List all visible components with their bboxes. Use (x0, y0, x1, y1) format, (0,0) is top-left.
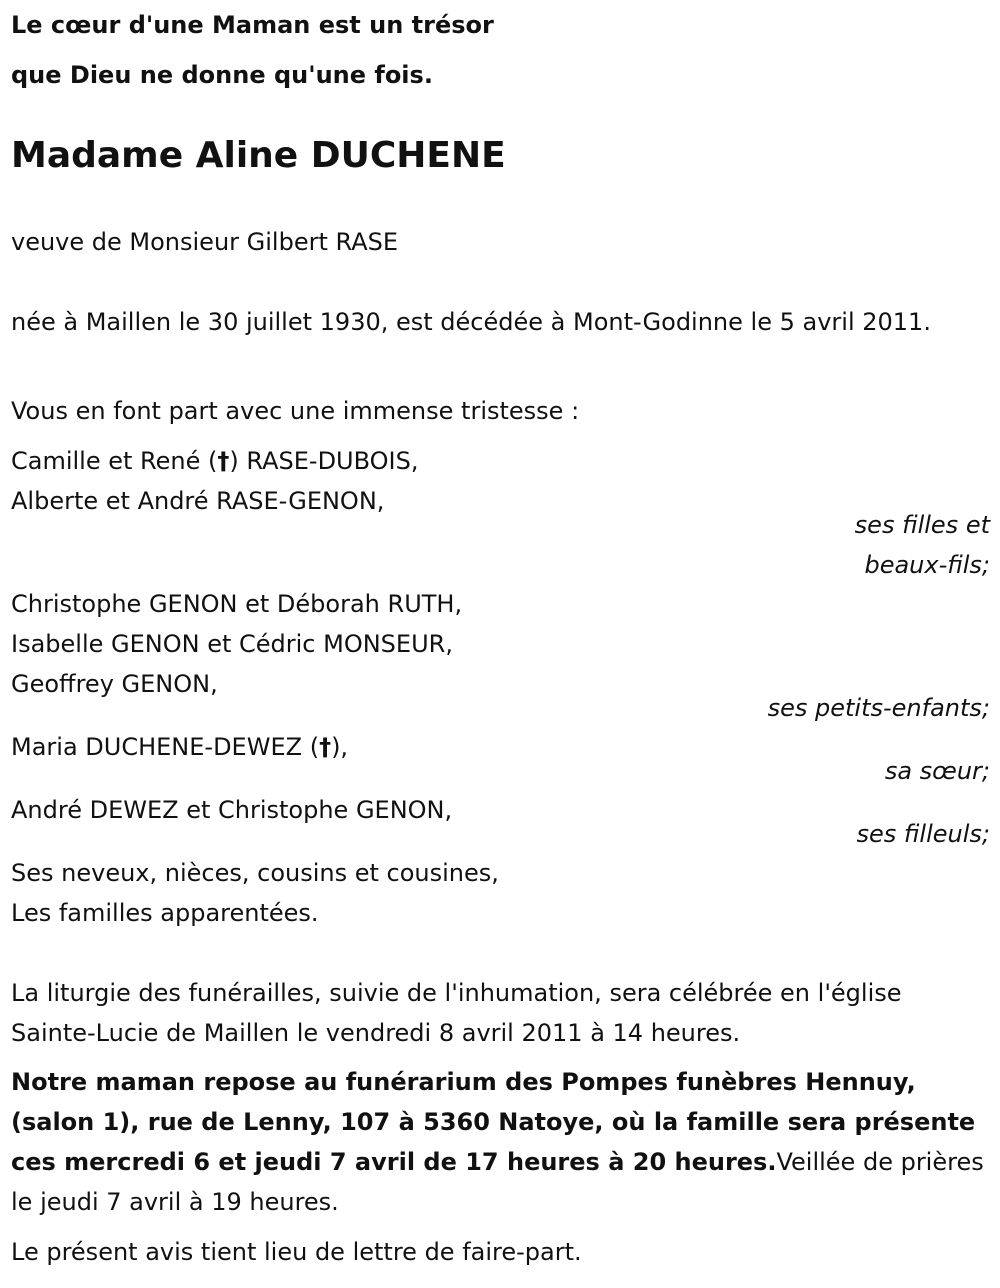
spouse-line: veuve de Monsieur Gilbert RASE (11, 228, 399, 256)
birth-death-line: née à Maillen le 30 juillet 1930, est décédée à Mont-Godinne le 5 avril 2011. (11, 308, 931, 336)
family-line: Alberte et André RASE-GENON, (11, 487, 385, 515)
grandchildren-role: ses petits-enfants; (767, 694, 990, 722)
quote (11, 0, 990, 100)
quote-line-2: que Dieu ne donne qu'une fois. (11, 61, 433, 89)
family-line: Les familles apparentées. (11, 899, 319, 927)
ceremony-paragraph: La liturgie des funérailles, suivie de l'inhumation, sera célébrée en l'église Sainte-Lucie de Maillen le vendredi 8 avril 2011 à 14 heures. (11, 979, 902, 1047)
daughters-role: ses filles et beaux-fils; (854, 511, 990, 579)
announcement-line: Vous en font part avec une immense tristesse : (11, 397, 580, 425)
visitation-paragraph (11, 1062, 990, 1222)
grandchildren-names (11, 584, 990, 704)
family-line: Camille et René (†) RASE-DUBOIS, (11, 447, 419, 475)
cross-icon: † (319, 733, 332, 761)
godchildren-names: André DEWEZ et Christophe GENON, (11, 796, 453, 824)
vigil-details: Veillée de prières le jeudi 7 avril à 19 heures. (11, 1148, 984, 1216)
cross-icon: † (217, 447, 230, 475)
sister-name: Maria DUCHENE-DEWEZ (†), (11, 733, 349, 761)
godchildren-role: ses filleuls; (856, 820, 990, 848)
family-line: Christophe GENON et Déborah RUTH, (11, 590, 463, 618)
quote-line-1: Le cœur d'une Maman est un trésor (11, 11, 494, 39)
family-line: Geoffrey GENON, (11, 670, 218, 698)
closing-line: Le présent avis tient lieu de lettre de faire-part. (11, 1238, 582, 1266)
other-relatives (11, 853, 990, 933)
sister-role: sa sœur; (884, 757, 990, 785)
visitation-details: Notre maman repose au funérarium des Pompes funèbres Hennuy, (salon 1), rue de Lenny, 107 à 5360 Natoye, où la famille sera présente ces mercredi 6 et jeudi 7 avril de 17 heures à 20 heures. (11, 1068, 976, 1176)
daughters-names (11, 441, 990, 521)
family-line: Ses neveux, nièces, cousins et cousines, (11, 859, 499, 887)
family-line: Isabelle GENON et Cédric MONSEUR, (11, 630, 453, 658)
deceased-name: Madame Aline DUCHENE (11, 135, 506, 176)
